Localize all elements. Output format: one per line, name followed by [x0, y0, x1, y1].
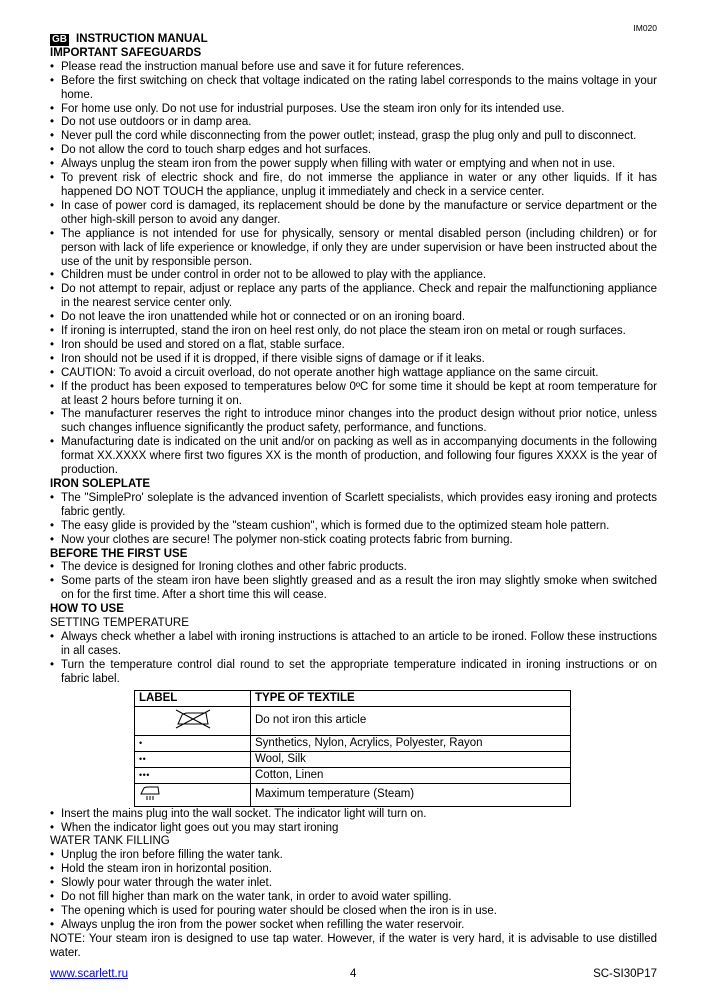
list-item: • CAUTION: To avoid a circuit overload, do not operate another high wattage appliance on the same circuit. [50, 367, 657, 381]
language-badge: GB [52, 33, 67, 45]
setting-temperature-subheading: SETTING TEMPERATURE [50, 617, 189, 630]
manual-title: INSTRUCTION MANUAL [76, 33, 208, 45]
table-row [135, 751, 571, 767]
list-item: • If the product has been exposed to temperatures below 0ºC for some time it should be kept at room temperature for at least 2 hours before turning it on. [50, 381, 657, 409]
textile-type-cell: Cotton, Linen [251, 767, 571, 783]
list-item: • Children must be under control in order not to be allowed to play with the appliance. [50, 269, 657, 283]
manual-title-line [50, 33, 657, 47]
how-to-use-heading: HOW TO USE [50, 603, 124, 616]
safeguards-list [50, 61, 657, 478]
list-item: • Now your clothes are secure! The polymer non-stick coating protects fabric from burning. [50, 534, 657, 548]
list-item: • Do not fill higher than mark on the water tank, in order to avoid water spilling. [50, 891, 657, 905]
list-item: • Slowly pour water through the water inlet. [50, 877, 657, 891]
water-tank-subheading: WATER TANK FILLING [50, 835, 170, 848]
list-item: • Always unplug the iron from the power socket when refilling the water reservoir. [50, 919, 657, 933]
document-code: IM020 [633, 23, 657, 33]
list-item: • Iron should be used and stored on a flat, stable surface. [50, 339, 657, 353]
textile-table [134, 690, 571, 807]
soleplate-list [50, 492, 657, 548]
website-link[interactable]: www.scarlett.ru [50, 968, 128, 980]
label-cell [135, 706, 251, 735]
textile-type-cell: Synthetics, Nylon, Acrylics, Polyester, Rayon [251, 735, 571, 751]
list-item: • Before the first switching on check that voltage indicated on the rating label corresponds to the mains voltage in your home. [50, 75, 657, 103]
list-item: • The "SimplePro' soleplate is the advanced invention of Scarlett specialists, which provides easy ironing and protects fabric gently. [50, 492, 657, 520]
list-item: • In case of power cord is damaged, its replacement should be done by the manufacture or service department or the other high-skill person to avoid any danger. [50, 200, 657, 228]
list-item: • The manufacturer reserves the right to introduce minor changes into the product design without prior notice, unless such changes influence significantly the product safety, performance, and functions. [50, 408, 657, 436]
list-item: • Unplug the iron before filling the water tank. [50, 849, 657, 863]
table-row [135, 767, 571, 783]
table-row [135, 735, 571, 751]
list-item: • Hold the steam iron in horizontal position. [50, 863, 657, 877]
steam-iron-icon [139, 785, 161, 801]
column-header-label: LABEL [135, 690, 251, 706]
list-item: • Some parts of the steam iron have been slightly greased and as a result the iron may slightly smoke when switched on for the first time. After a short time this will cease. [50, 575, 657, 603]
list-item: • Never pull the cord while disconnecting from the power outlet; instead, grasp the plug only and pull to disconnect. [50, 130, 657, 144]
soleplate-heading: IRON SOLEPLATE [50, 478, 151, 490]
label-cell: • [135, 735, 251, 751]
before-first-use-list [50, 561, 657, 603]
page-number: 4 [350, 968, 357, 980]
list-item: • Do not use outdoors or in damp area. [50, 116, 657, 130]
after-table-list [50, 808, 657, 836]
water-note: NOTE: Your steam iron is designed to use tap water. However, if the water is very hard, it is advisable to use distilled water. [50, 932, 657, 959]
list-item: • The appliance is not intended for use for physically, sensory or mental disabled person (including children) or for person with lack of life experience or knowledge, if only they are under supervision or have been instructed about the use of the unit by responsible person. [50, 228, 657, 270]
how-to-use-list [50, 631, 657, 687]
list-item: • The opening which is used for pouring water should be closed when the iron is in use. [50, 905, 657, 919]
list-item: • Manufacturing date is indicated on the unit and/or on packing as well as in accompanying documents in the following format XX.XXXX where first two figures XX is the month of production, and following four figures XXXX is the year of production. [50, 436, 657, 478]
table-row [135, 783, 571, 806]
crossed-iron-icon [174, 709, 212, 729]
textile-type-cell: Wool, Silk [251, 751, 571, 767]
safeguards-heading: IMPORTANT SAFEGUARDS [50, 46, 202, 59]
list-item: • If ironing is interrupted, stand the iron on heel rest only, do not place the steam iron on metal or rough surfaces. [50, 325, 657, 339]
list-item: • Do not attempt to repair, adjust or replace any parts of the appliance. Check and repair the malfunctioning appliance in the nearest service center only. [50, 283, 657, 311]
list-item: • To prevent risk of electric shock and fire, do not immerse the appliance in water or any other liquids. If it has happened DO NOT TOUCH the appliance, unplug it immediately and check in a service center. [50, 172, 657, 200]
manual-content [50, 33, 657, 961]
list-item: • Always check whether a label with ironing instructions is attached to an article to be ironed. Follow these instructions in all cases. [50, 631, 657, 659]
before-first-use-heading: BEFORE THE FIRST USE [50, 547, 188, 560]
table-row [135, 706, 571, 735]
list-item: • For home use only. Do not use for industrial purposes. Use the steam iron only for its intended use. [50, 103, 657, 117]
list-item: • The device is designed for Ironing clothes and other fabric products. [50, 561, 657, 575]
list-item: • Always unplug the steam iron from the power supply when filling with water or emptying and when not in use. [50, 158, 657, 172]
textile-type-cell: Maximum temperature (Steam) [251, 783, 571, 806]
list-item: • When the indicator light goes out you may start ironing [50, 822, 657, 836]
list-item: • The easy glide is provided by the "steam cushion", which is formed due to the optimized steam hole pattern. [50, 520, 657, 534]
list-item: • Turn the temperature control dial round to set the appropriate temperature indicated in ironing instructions or on fabric label. [50, 659, 657, 687]
list-item: • Do not leave the iron unattended while hot or connected or on an ironing board. [50, 311, 657, 325]
label-cell: ••• [135, 767, 251, 783]
label-cell [135, 783, 251, 806]
column-header-type: TYPE OF TEXTILE [251, 690, 571, 706]
model-code: SC-SI30P17 [593, 968, 657, 980]
label-cell: •• [135, 751, 251, 767]
list-item: • Iron should not be used if it is dropped, if there visible signs of damage or if it leaks. [50, 353, 657, 367]
textile-type-cell: Do not iron this article [251, 706, 571, 735]
list-item: • Please read the instruction manual before use and save it for future references. [50, 61, 657, 75]
list-item: • Insert the mains plug into the wall socket. The indicator light will turn on. [50, 808, 657, 822]
table-header-row [135, 690, 571, 706]
water-tank-list [50, 849, 657, 932]
list-item: • Do not allow the cord to touch sharp edges and hot surfaces. [50, 144, 657, 158]
